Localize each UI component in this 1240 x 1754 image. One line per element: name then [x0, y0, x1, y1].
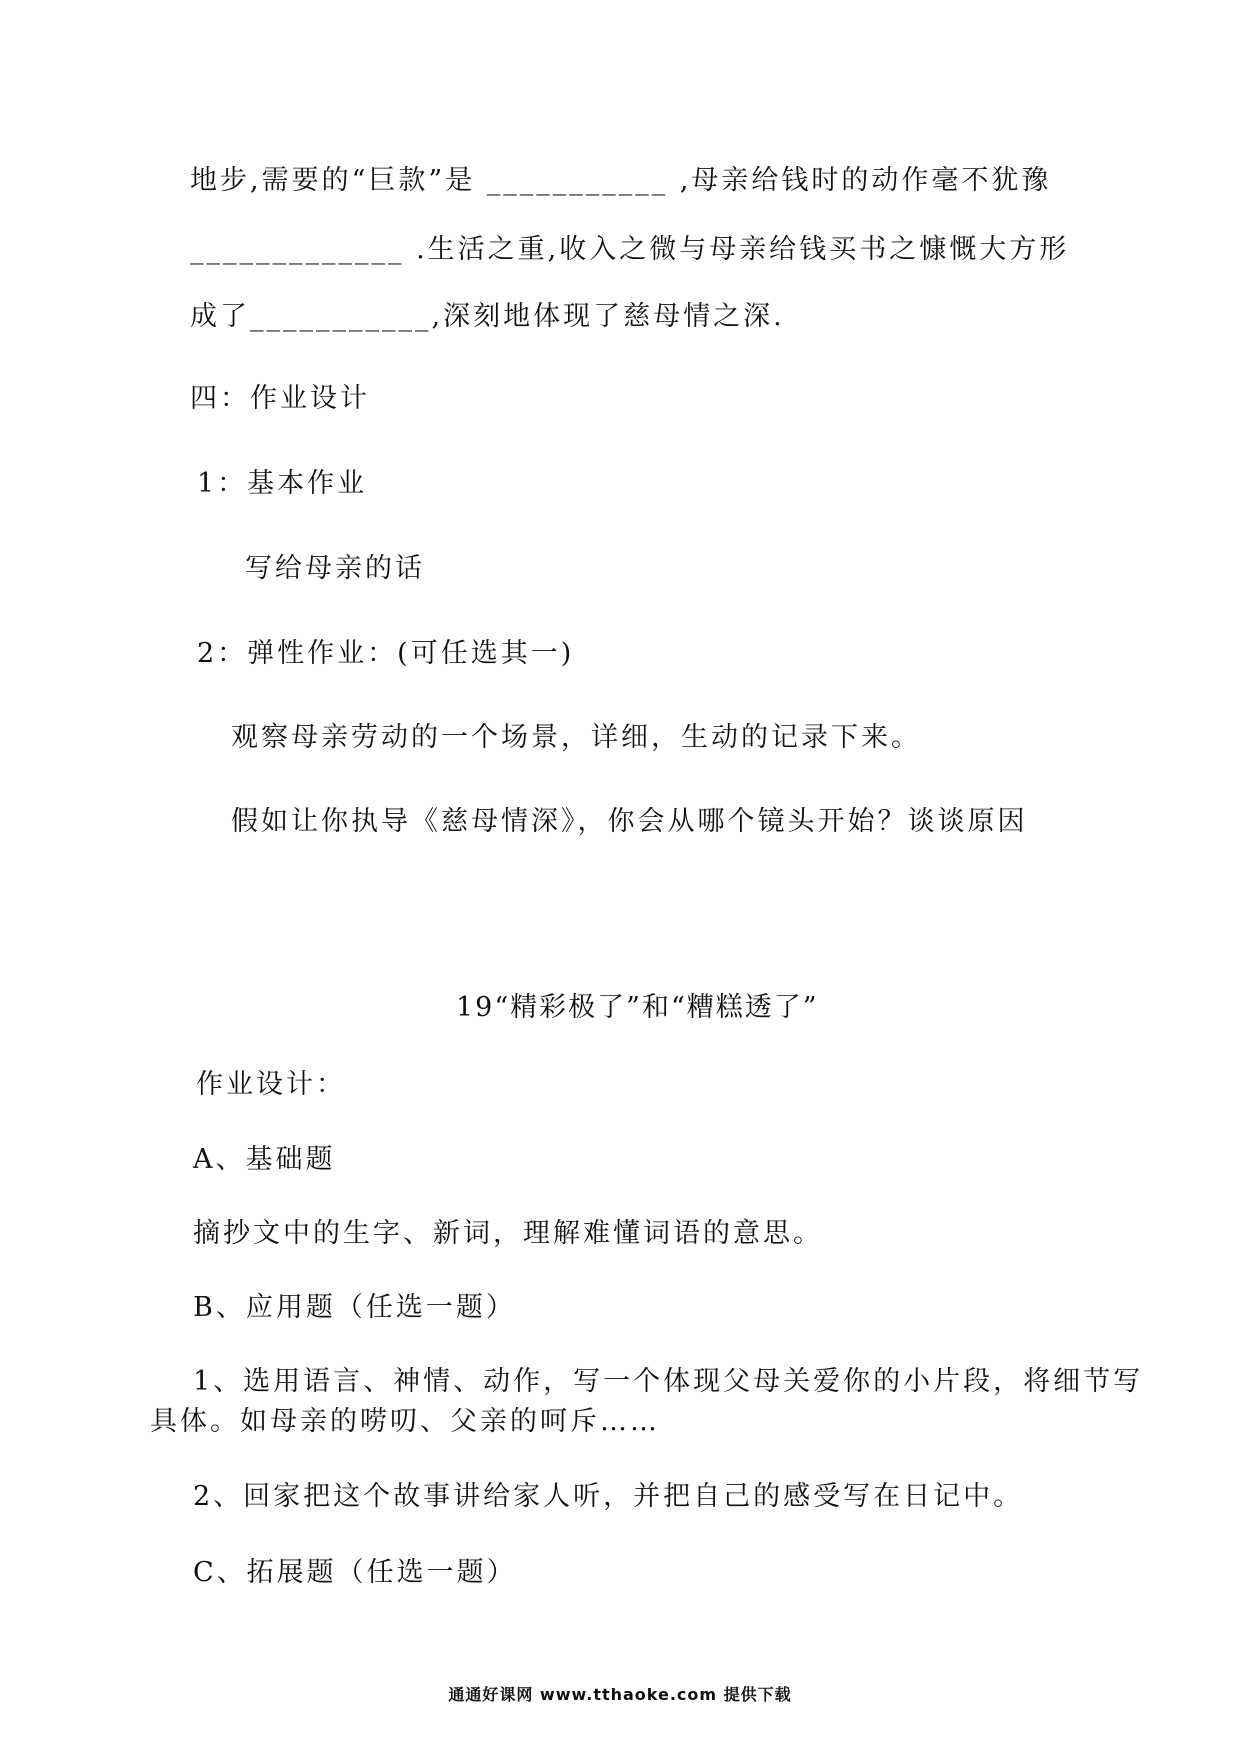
subsection-heading: C、拓展题（任选一题）	[193, 1557, 517, 1588]
task-item: 观察母亲劳动的一个场景，详细，生动的记录下来。	[231, 722, 921, 753]
lesson-title: 19“精彩极了”和“糟糕透了”	[456, 992, 819, 1023]
task-item: 假如让你执导《慈母情深》，你会从哪个镜头开始？谈谈原因	[231, 806, 1028, 837]
task-item: 摘抄文中的生字、新词，理解难懂词语的意思。	[193, 1218, 823, 1249]
section-heading: 四：作业设计	[190, 383, 370, 414]
section-heading: 作业设计：	[196, 1069, 346, 1100]
paragraph-line: 地步,需要的“巨款”是 ___________ ,母亲给钱时的动作毫不犹豫	[190, 165, 1052, 196]
subsection-heading: B、应用题（任选一题）	[193, 1292, 516, 1323]
task-item: 2、回家把这个故事讲给家人听，并把自己的感受写在日记中。	[193, 1481, 1024, 1512]
task-item: 1、选用语言、神情、动作，写一个体现父母关爱你的小片段，将细节写	[193, 1366, 1144, 1397]
task-item: 写给母亲的话	[245, 553, 425, 584]
subsection-heading: 2：弹性作业：(可任选其一)	[197, 638, 575, 669]
page-footer: 通通好课网 www.tthaoke.com 提供下载	[448, 1685, 792, 1704]
paragraph-line: 成了___________,深刻地体现了慈母情之深.	[190, 301, 785, 332]
subsection-heading: A、基础题	[193, 1144, 336, 1175]
task-item-continuation: 具体。如母亲的唠叨、父亲的呵斥……	[150, 1406, 660, 1437]
subsection-heading: 1：基本作业	[197, 468, 368, 499]
paragraph-line: _____________ .生活之重,收入之微与母亲给钱买书之慷慨大方形	[190, 234, 1070, 265]
